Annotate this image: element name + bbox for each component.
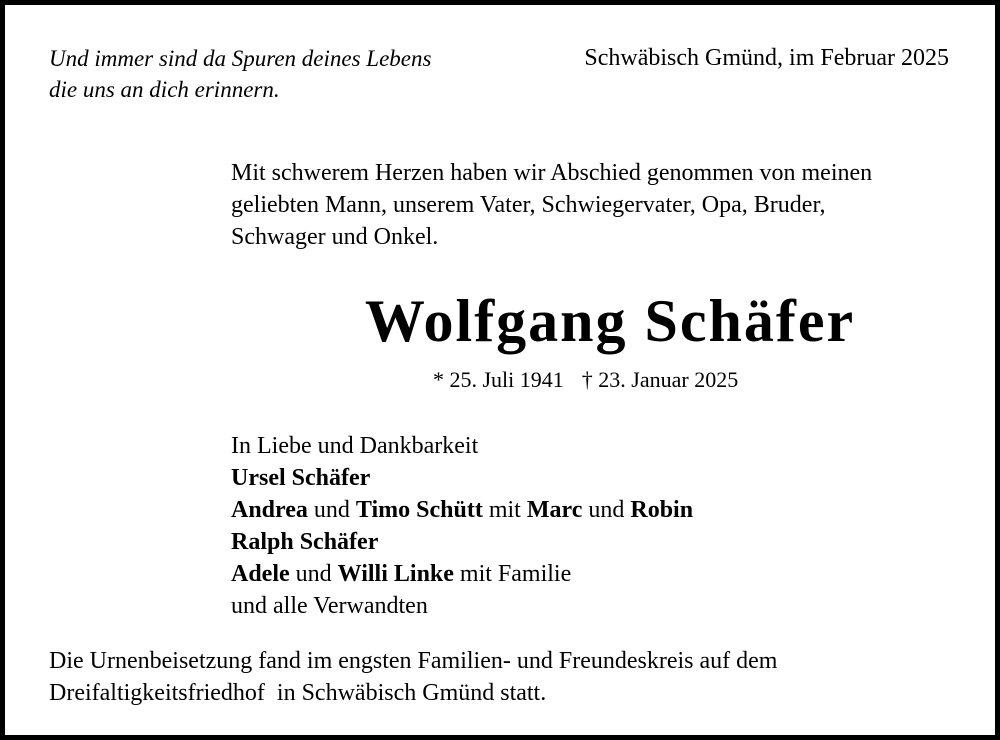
death-date: † 23. Januar 2025 (581, 367, 739, 392)
birth-date: * 25. Juli 1941 (433, 367, 564, 392)
deceased-name: Wolfgang Schäfer (364, 288, 856, 354)
mourner-name: Ursel Schäfer (231, 465, 371, 491)
mourner-name: Ralph Schäfer (231, 529, 379, 555)
mourners-closing: und alle Verwandten (231, 593, 428, 619)
quote-line-2: die uns an dich erinnern. (49, 77, 280, 102)
mourner-line-1 (231, 462, 370, 494)
mourners-opening: In Liebe und Dankbarkeit (231, 433, 479, 459)
mourner-line-4: Adele und Willi Linke mit Familie (231, 561, 572, 587)
footer-line-2: Dreifaltigkeitsfriedhof in Schwäbisch Gmünd statt. (49, 680, 547, 706)
mourner-name: Timo Schütt (355, 497, 483, 523)
mourner-name: Robin (630, 497, 694, 523)
mourner-name: Andrea (231, 497, 308, 523)
intro-line-2: geliebten Mann, unserem Vater, Schwiegervater, Opa, Bruder, (231, 192, 826, 218)
life-dates (433, 365, 738, 395)
place-date: Schwäbisch Gmünd, im Februar 2025 (584, 45, 949, 71)
mourner-line-2: Andrea und Timo Schütt mit Marc und Robin (231, 497, 694, 523)
intro-line-1: Mit schwerem Herzen haben wir Abschied genommen von meinen (231, 160, 873, 186)
mourner-name: Willi Linke (337, 561, 454, 587)
mourner-line-3 (231, 526, 378, 558)
intro-line-3: Schwager und Onkel. (231, 224, 439, 250)
quote-line-1: Und immer sind da Spuren deines Lebens (49, 46, 432, 71)
mourner-name: Adele (231, 561, 290, 587)
mourner-name: Marc (526, 497, 583, 523)
footer-line-1: Die Urnenbeisetzung fand im engsten Familien- und Freundeskreis auf dem (49, 648, 778, 674)
